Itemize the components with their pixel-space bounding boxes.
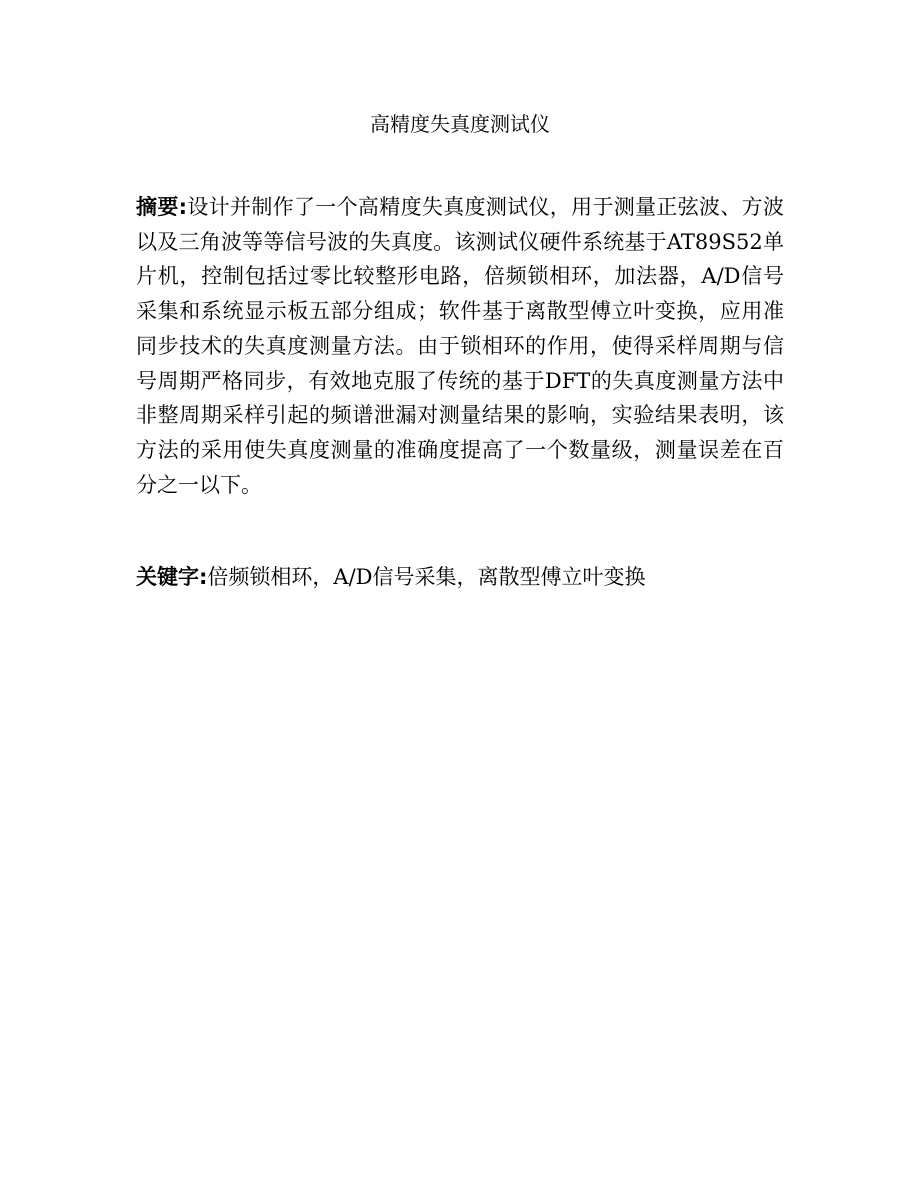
keywords-paragraph — [136, 560, 784, 594]
keywords-text: 倍频锁相环，A/D信号采集，离散型傅立叶变换 — [207, 565, 646, 589]
document-title: 高精度失真度测试仪 — [370, 112, 550, 136]
abstract-paragraph — [136, 190, 784, 502]
abstract-label: 摘要: — [136, 195, 188, 219]
abstract-text: 设计并制作了一个高精度失真度测试仪，用于测量正弦波、方波以及三角波等等信号波的失真度。该测试仪硬件系统基于AT89S52单片机，控制包括过零比较整形电路，倍频锁相环，加法器，A/D信号采集和系统显示板五部分组成；软件基于离散型傅立叶变换，应用准同步技术的失真度测量方法。由于锁相环的作用，使得采样周期与信号周期严格同步，有效地克服了传统的基于DFT的失真度测量方法中非整周期采样引起的频谱泄漏对测量结果的影响，实验结果表明，该方法的采用使失真度测量的准确度提高了一个数量级，测量误差在百分之一以下。 — [136, 195, 784, 497]
keywords-label: 关键字: — [136, 565, 208, 589]
